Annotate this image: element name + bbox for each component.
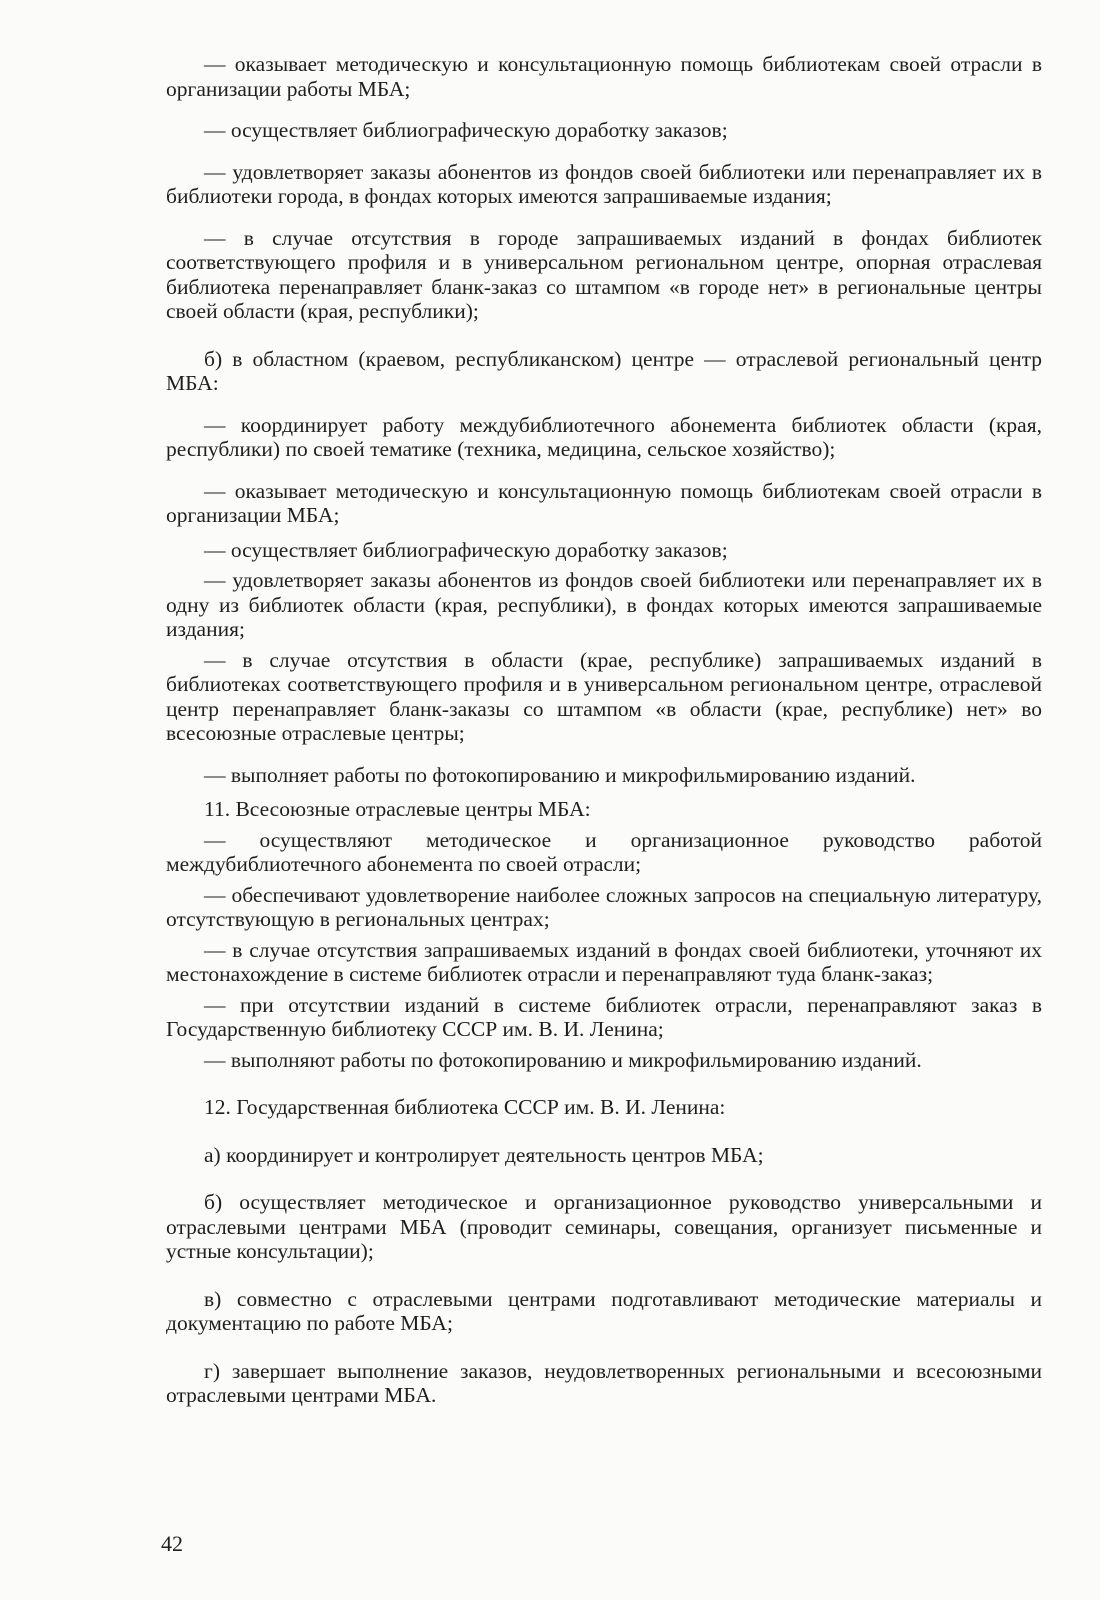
paragraph-2: — осуществляет библиографическую доработку заказов; [204, 118, 728, 142]
paragraph-5: б) в областном (краевом, республиканском) центре — отраслевой региональный центр МБА: [166, 346, 1042, 395]
paragraph-1: — оказывает методическую и консультационную помощь библиотекам своей отрасли в организации работы МБА; [166, 52, 1042, 101]
paragraph-17: — выполняют работы по фотокопированию и микрофильмированию изданий. [204, 1047, 922, 1072]
paragraph-11: — выполняет работы по фотокопированию и микрофильмированию изданий. [204, 762, 916, 787]
paragraph-16: — при отсутствии изданий в системе библиотек отрасли, перенаправляют заказ в Государственную библиотеку СССР им. В. И. Ленина; [166, 992, 1042, 1041]
paragraph-8: — осуществляет библиографическую доработку заказов; [204, 537, 728, 562]
page-number: 42 [161, 1531, 183, 1556]
paragraph-10: — в случае отсутствия в области (крае, республике) запрашиваемых изданий в библиотеках соответствующего профиля и в универсальном региональном центре, отраслевой центр перенаправляет бланк-заказы со штампом «в области (крае, республике) нет» во всесоюзные отраслевые центры; [166, 647, 1042, 745]
paragraph-21: в) совместно с отраслевыми центрами подготавливают методические материалы и документацию по работе МБА; [166, 1286, 1042, 1335]
paragraph-13: — осуществляют методическое и организационное руководство работой междубиблиотечного абонемента по своей отрасли; [166, 827, 1042, 876]
paragraph-6: — координирует работу междубиблиотечного абонемента библиотек области (края, республики) по своей тематике (техника, медицина, сельское хозяйство); [166, 412, 1042, 461]
paragraph-20: б) осуществляет методическое и организационное руководство универсальными и отраслевыми центрами МБА (проводит семинары, совещания, организует письменные и устные консультации); [166, 1190, 1042, 1263]
paragraph-14: — обеспечивают удовлетворение наиболее сложных запросов на специальную литературу, отсутствующую в региональных центрах; [166, 882, 1042, 931]
section-heading-12: 12. Государственная библиотека СССР им. В. И. Ленина: [204, 1095, 726, 1119]
paragraph-22: г) завершает выполнение заказов, неудовлетворенных региональными и всесоюзными отраслевыми центрами МБА. [166, 1358, 1042, 1407]
paragraph-4: — в случае отсутствия в городе запрашиваемых изданий в фондах библиотек соответствующего профиля и в универсальном региональном центре, опорная отраслевая библиотека перенаправляет бланк-заказ со штампом «в городе нет» в региональные центры своей области (края, республики); [166, 225, 1042, 323]
paragraph-15: — в случае отсутствия запрашиваемых изданий в фондах своей библиотеки, уточняют их местонахождение в системе библиотек отрасли и перенаправляют туда бланк-заказ; [166, 937, 1042, 986]
paragraph-9: — удовлетворяет заказы абонентов из фондов своей библиотеки или перенаправляет их в одну из библиотек области (края, республики), в фондах которых имеются запрашиваемые издания; [166, 568, 1042, 641]
section-heading-11: 11. Всесоюзные отраслевые центры МБА: [204, 797, 591, 821]
paragraph-7: — оказывает методическую и консультационную помощь библиотекам своей отрасли в организации МБА; [166, 478, 1042, 527]
paragraph-19: а) координирует и контролирует деятельность центров МБА; [204, 1142, 764, 1167]
paragraph-3: — удовлетворяет заказы абонентов из фондов своей библиотеки или перенаправляет их в библиотеки города, в фондах которых имеются запрашиваемые издания; [166, 159, 1042, 208]
